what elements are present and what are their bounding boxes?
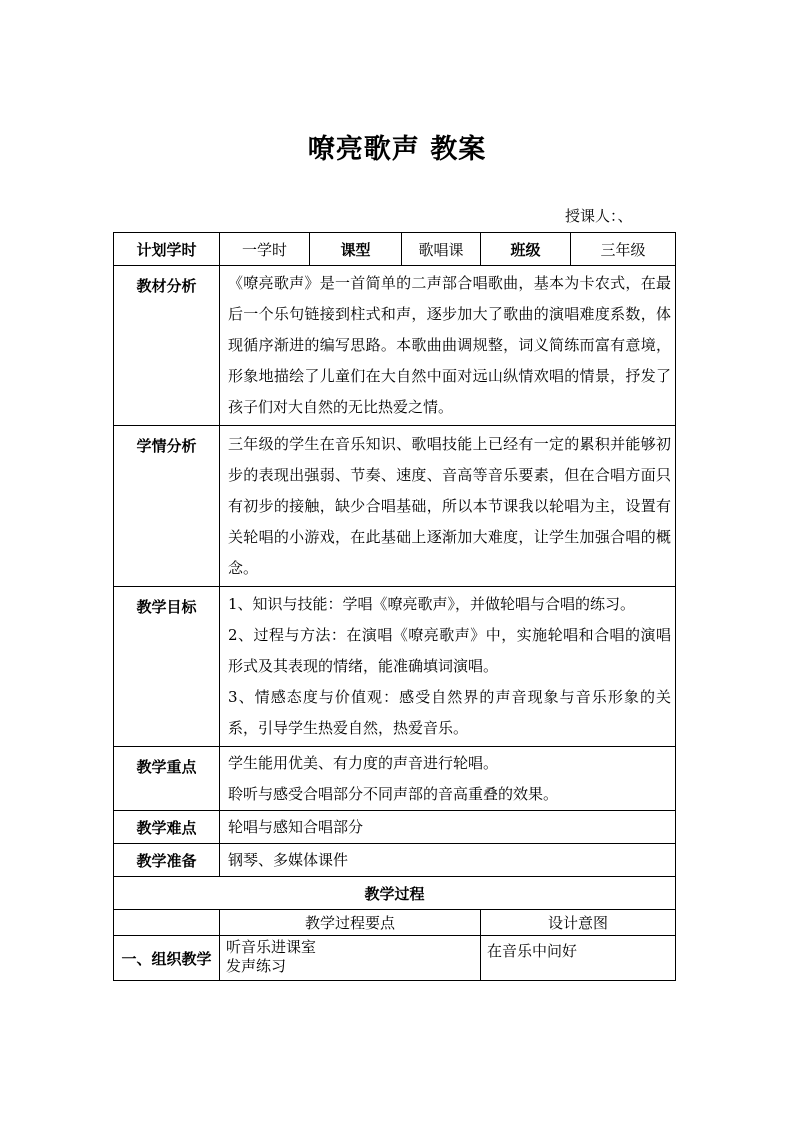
student-analysis-text: 三年级的学生在音乐知识、歌唱技能上已经有一定的累积并能够初步的表现出强弱、节奏、速度、音高等音乐要素，但在合唱方面只有初步的接触，缺少合唱基础，所以本节课我以轮唱为主，设置有关轮唱的小游戏，在此基础上逐渐加大难度，让学生加强合唱的概念。 [220, 426, 676, 587]
process-step-intent: 在音乐中问好 [481, 936, 676, 981]
key-points-text [220, 747, 676, 811]
student-analysis-label: 学情分析 [114, 426, 220, 587]
process-point-item: 发声练习 [226, 957, 287, 975]
objective-item: 1、知识与技能：学唱《嘹亮歌声》，并做轮唱与合唱的练习。 [228, 595, 636, 613]
process-col-points: 教学过程要点 [220, 910, 481, 936]
key-points-row [114, 747, 676, 811]
difficulties-label: 教学难点 [114, 811, 220, 844]
process-point-item: 听音乐进课室 [226, 938, 317, 956]
process-col-intent: 设计意图 [481, 910, 676, 936]
process-step-label: 一、组织教学 [114, 936, 220, 981]
process-step-row [114, 936, 676, 981]
objectives-text [220, 587, 676, 747]
difficulties-text: 轮唱与感知合唱部分 [220, 811, 676, 844]
student-analysis-row [114, 426, 676, 587]
objective-item: 3、情感态度与价值观：感受自然界的声音现象与音乐形象的关系，引导学生热爱自然，热爱音乐。 [228, 688, 671, 737]
objectives-row [114, 587, 676, 747]
info-row [114, 233, 676, 266]
objectives-label: 教学目标 [114, 587, 220, 747]
key-points-label: 教学重点 [114, 747, 220, 811]
grade-value: 三年级 [571, 233, 676, 266]
difficulties-row [114, 811, 676, 844]
plan-hours-value: 一学时 [220, 233, 310, 266]
teacher-label: 授课人：、 [565, 207, 633, 225]
objective-item: 2、过程与方法：在演唱《嘹亮歌声》中，实施轮唱和合唱的演唱形式及其表现的情绪，能准确填词演唱。 [228, 626, 671, 675]
key-point-item: 学生能用优美、有力度的声音进行轮唱。 [228, 753, 499, 772]
lesson-type-value: 歌唱课 [402, 233, 481, 266]
grade-label: 班级 [481, 233, 571, 266]
process-header-row [114, 910, 676, 936]
plan-hours-label: 计划学时 [114, 233, 220, 266]
key-point-item: 聆听与感受合唱部分不同声部的音高重叠的效果。 [228, 784, 559, 803]
process-step-points [220, 936, 481, 981]
process-title: 教学过程 [114, 877, 676, 910]
preparation-label: 教学准备 [114, 844, 220, 877]
preparation-text: 钢琴、多媒体课件 [220, 844, 676, 877]
process-header-empty [114, 910, 220, 936]
page-title: 嘹亮歌声 教案 [307, 134, 487, 165]
process-title-row [114, 877, 676, 910]
lesson-plan-table [113, 232, 676, 981]
lesson-type-label: 课型 [310, 233, 402, 266]
preparation-row [114, 844, 676, 877]
material-analysis-text: 《嘹亮歌声》是一首简单的二声部合唱歌曲，基本为卡农式，在最后一个乐句链接到柱式和声，逐步加大了歌曲的演唱难度系数，体现循序渐进的编写思路。本歌曲曲调规整，词义简练而富有意境，形象地描绘了儿童们在大自然中面对远山纵情欢唱的情景，抒发了孩子们对大自然的无比热爱之情。 [220, 266, 676, 426]
material-analysis-row [114, 266, 676, 426]
material-analysis-label: 教材分析 [114, 266, 220, 426]
